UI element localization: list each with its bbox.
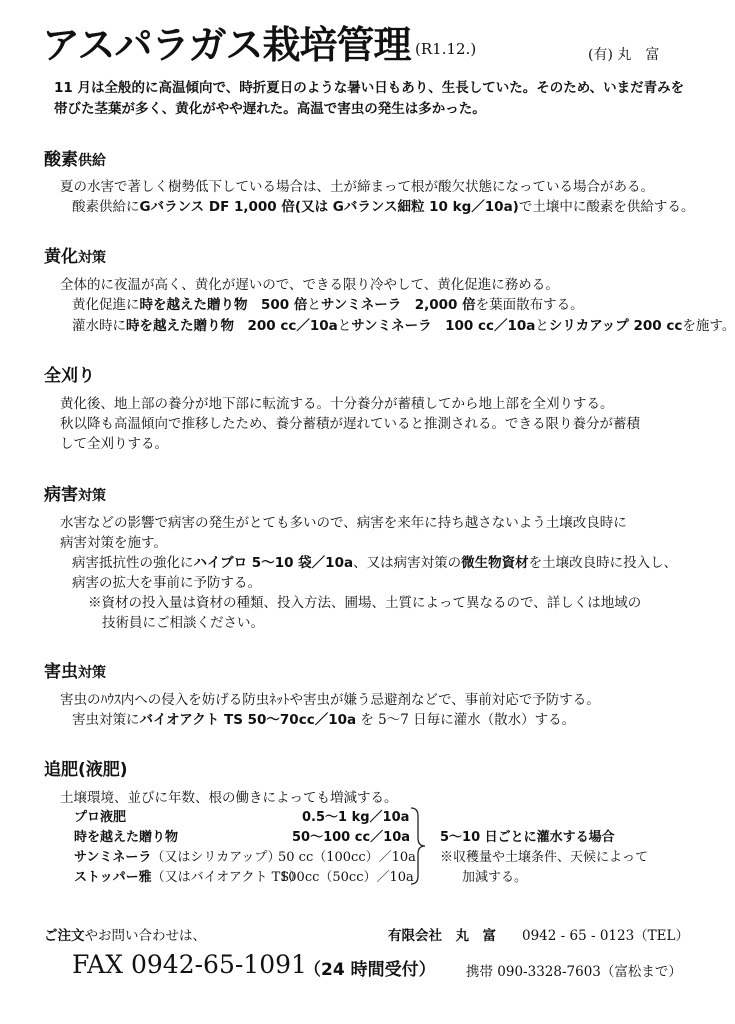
yellowing-line-1: 全体的に夜温が高く、黄化が遅いので、できる限り冷やして、黄化促進に務める。 <box>60 277 559 293</box>
fertilizer-row-name <box>74 866 302 885</box>
product-highlight: サンミネーラ 2,000 倍 <box>320 297 476 313</box>
text: と <box>307 297 321 313</box>
heading-main: 黄化 <box>44 247 78 267</box>
product-highlight: サンミネーラ 100 cc／10a <box>351 318 536 334</box>
fertilizer-row-name <box>74 826 178 845</box>
section-heading-top-dressing <box>44 755 128 780</box>
full-cut-line-3: して全刈りする。 <box>60 436 168 452</box>
fertilizer-row-amount: 50 cc（100cc）／10a <box>278 850 416 865</box>
disease-line-3 <box>72 551 677 571</box>
text: と <box>337 318 352 334</box>
disease-note-line-2: 技術員にご相談ください。 <box>102 615 264 631</box>
inquiry-text: やお問い合わせは、 <box>84 928 206 944</box>
text: 害虫対策に <box>72 712 140 728</box>
text: を葉面散布する。 <box>475 297 584 313</box>
curly-brace-icon <box>408 806 430 886</box>
oxygen-line-2 <box>72 195 694 215</box>
disease-line-1: 水害などの影響で病害の発生がとても多いので、病害を来年に持ち越さないよう土壌改良時に <box>60 515 627 531</box>
yellowing-line-3 <box>72 314 735 334</box>
heading-sub: 対策 <box>78 665 106 681</box>
heading-main: 追肥(液肥) <box>44 760 128 780</box>
watering-interval-note: 5～10 日ごとに灌水する場合 <box>440 830 615 845</box>
fertilizer-row-amount: 0.5～1 kg／10a <box>302 810 410 825</box>
section-heading-oxygen <box>44 145 106 170</box>
fertilizer-row-name <box>74 846 280 865</box>
product-highlight: Gバランス DF 1,000 倍(又は Gバランス細粒 10 kg／10a) <box>139 199 519 215</box>
full-cut-line-1: 黄化後、地上部の養分が地下部に転流する。十分養分が蓄積してから地上部を全刈りする。 <box>60 396 614 412</box>
text: を土壌改良時に投入し、 <box>528 555 678 571</box>
fertilizer-name: 時を越えた贈り物 <box>74 830 179 845</box>
product-highlight: シリカアップ 200 cc <box>548 318 683 334</box>
author-name: (有) 丸 富 <box>588 47 660 63</box>
fax-number: FAX 0942-65-1091 <box>72 950 307 979</box>
fertilizer-alt: （又はシリカアップ） <box>151 850 281 865</box>
company-name: 有限会社 丸 富 <box>388 928 496 944</box>
order-label: ご注文 <box>44 928 85 944</box>
intro-line-1: 11 月は全般的に高温傾向で、時折夏日のような暑い日もあり、生長していた。そのため、いまだ青みを <box>54 80 685 96</box>
text: と <box>535 318 549 334</box>
text: を施す。 <box>682 318 735 334</box>
top-dressing-intro: 土壌環境、並びに年数、根の働きによっても増減する。 <box>60 790 398 806</box>
oxygen-line-1: 夏の水害で著しく樹勢低下している場合は、土が締まって根が酸欠状態になっている場合がある。 <box>60 179 654 195</box>
fax-hours: （24 時間受付） <box>304 960 436 980</box>
heading-sub: 供給 <box>78 153 106 169</box>
product-highlight: 時を越えた贈り物 500 倍 <box>139 297 308 313</box>
document-title: アスパラガス栽培管理 <box>42 23 411 67</box>
text: 灌水時に <box>72 318 126 334</box>
section-heading-yellowing <box>44 242 106 267</box>
adjustment-note-line-1: ※収穫量や土壌条件、天候によって <box>440 850 649 865</box>
fertilizer-row-amount: 100cc（50cc）／10a <box>280 870 414 885</box>
disease-line-2: 病害対策を施す。 <box>60 535 167 551</box>
pest-line-1: 害虫のﾊｳｽ内への侵入を妨げる防虫ﾈｯﾄや害虫が嫌う忌避剤などで、事前対応で予防する。 <box>60 692 600 708</box>
heading-main: 害虫 <box>44 662 78 682</box>
fertilizer-name: プロ液肥 <box>74 810 127 825</box>
heading-main: 病害 <box>44 485 78 505</box>
section-heading-disease <box>44 480 106 505</box>
text: を 5～7 日毎に灌水（散水）する。 <box>356 712 576 728</box>
text: 、又は病害対策の <box>353 555 462 571</box>
fertilizer-row-amount: 50～100 cc／10a <box>292 830 411 845</box>
heading-main: 全刈り <box>44 366 95 386</box>
section-heading-pest <box>44 657 106 682</box>
adjustment-note-line-2: 加減する。 <box>462 870 528 885</box>
phone-number: 0942 ‐ 65 ‐ 0123（TEL） <box>522 928 690 944</box>
text: で土壌中に酸素を供給する。 <box>518 199 695 215</box>
heading-main: 酸素 <box>44 150 78 170</box>
heading-sub: 対策 <box>78 488 106 504</box>
product-highlight: バイオアクト TS 50～70cc／10a <box>139 712 357 728</box>
pest-line-2 <box>72 708 575 728</box>
product-highlight: ハイブロ 5～10 袋／10a <box>193 555 354 571</box>
fertilizer-name: ストッパー雅 <box>74 870 152 885</box>
mobile-number: 携帯 090-3328-7603（富松まで） <box>466 964 682 980</box>
text: 黄化促進に <box>72 297 140 313</box>
footer-inquiry <box>44 924 206 944</box>
heading-sub: 対策 <box>78 250 106 266</box>
product-highlight: 時を越えた贈り物 200 cc／10a <box>126 318 338 334</box>
intro-line-2: 帯びた茎葉が多く、黄化がやや遅れた。高温で害虫の発生は多かった。 <box>54 101 486 117</box>
document-date: (R1.12.) <box>415 40 477 58</box>
disease-line-4: 病害の拡大を事前に予防する。 <box>72 575 261 591</box>
fertilizer-row-name <box>74 806 126 825</box>
full-cut-line-2: 秋以降も高温傾向で推移したため、養分蓄積が遅れていると推測される。できる限り養分が蓄積 <box>60 416 640 432</box>
fertilizer-name: サンミネーラ <box>74 850 152 865</box>
yellowing-line-2 <box>72 293 584 313</box>
text: 病害抵抗性の強化に <box>72 555 194 571</box>
product-highlight: 微生物資材 <box>461 555 529 571</box>
section-heading-full-cut <box>44 361 95 386</box>
disease-note-line-1: ※資材の投入量は資材の種類、投入方法、圃場、土質によって異なるので、詳しくは地域の <box>88 595 642 611</box>
fertilizer-alt: （又はバイオアクト TS） <box>151 870 303 885</box>
text: 酸素供給に <box>72 199 140 215</box>
